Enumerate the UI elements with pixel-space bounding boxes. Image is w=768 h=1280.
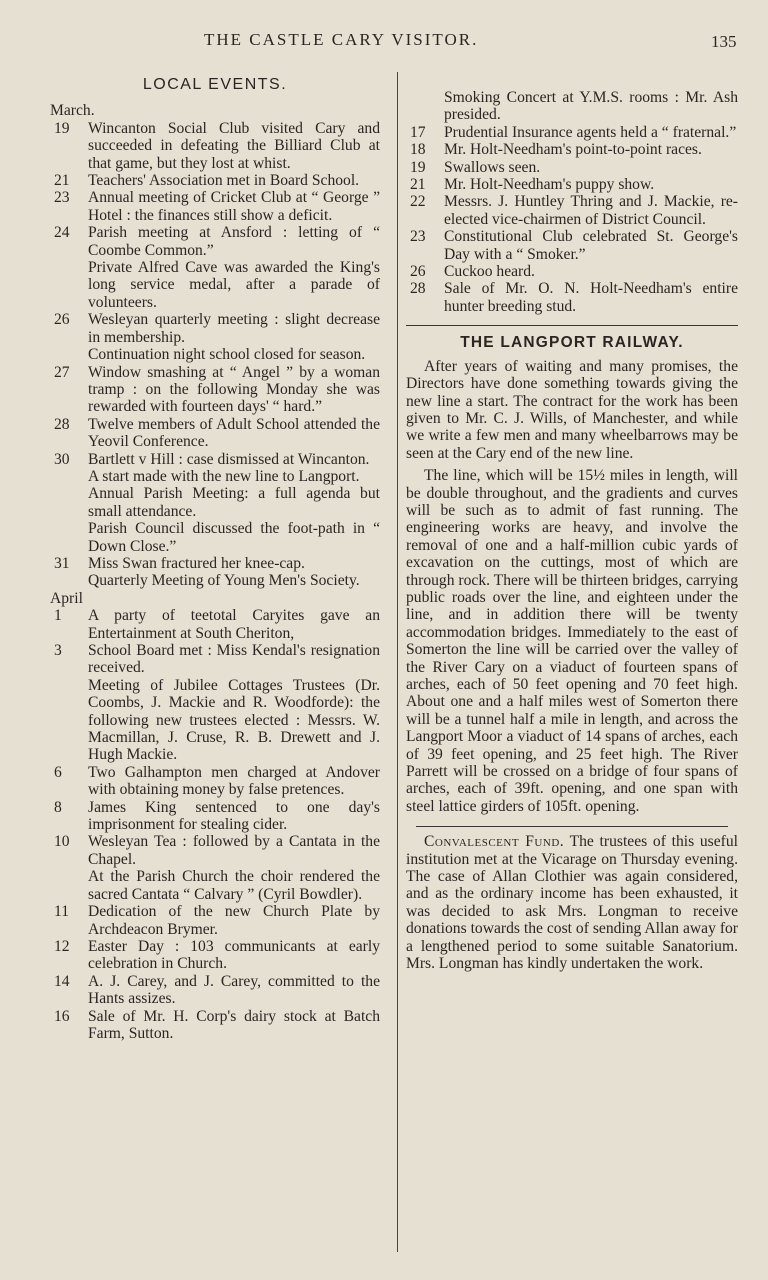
event-line: Teachers' Association met in Board School. [88, 172, 360, 190]
event-line: Miss Swan fractured her knee-cap. [88, 554, 305, 572]
event-text [88, 120, 380, 172]
event-text [88, 973, 380, 1008]
event-day: 28 [54, 415, 70, 433]
event-line: Mr. Holt-Needham's point-to-point races. [444, 141, 702, 159]
month-march: March. [50, 102, 95, 120]
event-entry [50, 607, 380, 642]
event-line: Quarterly Meeting of Young Men's Society. [88, 572, 360, 590]
publication-title: THE CASTLE CARY VISITOR. [204, 30, 479, 49]
event-day: 31 [54, 554, 70, 572]
event-entry [50, 416, 380, 451]
event-entry [406, 263, 738, 280]
event-entry [50, 1008, 380, 1043]
event-line: A start made with the new line to Langport. [88, 467, 360, 485]
event-entry [406, 141, 738, 158]
event-line: Sale of Mr. H. Corp's dairy stock at Batch Farm, Sutton. [88, 1007, 380, 1042]
event-line: Wesleyan quarterly meeting : slight decrease in membership. [88, 311, 380, 346]
event-entry [406, 228, 738, 263]
event-text [444, 89, 738, 124]
event-line: Sale of Mr. O. N. Holt-Needham's entire hunter breeding stud. [444, 280, 738, 315]
event-day: 26 [410, 263, 426, 281]
event-day: 26 [54, 311, 70, 329]
event-day: 24 [54, 224, 70, 242]
left-column [50, 76, 380, 1042]
event-text [88, 938, 380, 973]
event-line: Messrs. J. Huntley Thring and J. Mackie, re-elected vice-chairmen of District Council. [444, 193, 738, 228]
event-day: 30 [54, 450, 70, 468]
event-day: 8 [54, 798, 62, 816]
page-number: 135 [711, 32, 737, 51]
event-line: Constitutional Club celebrated St. George's Day with a “ Smoker.” [444, 228, 738, 263]
event-entry [50, 642, 380, 764]
local-events-title: LOCAL EVENTS. [142, 76, 288, 93]
event-entry [50, 764, 380, 799]
event-entry [50, 224, 380, 311]
event-entry [50, 364, 380, 416]
event-line: Private Alfred Cave was awarded the King's long service medal, after a parade of volunteers. [88, 259, 380, 311]
event-entry [50, 903, 380, 938]
event-text [444, 228, 738, 263]
event-line: Meeting of Jubilee Cottages Trustees (Dr. Coombs, J. Mackie and R. Woodforde): the following new trustees elected : Messrs. W. Macmillan, J. Cruse, R. B. Drewett and J. Hugh Mackie. [88, 676, 380, 764]
event-day: 12 [54, 937, 70, 955]
event-day: 14 [54, 972, 70, 990]
event-day: 22 [410, 193, 426, 211]
event-entry [50, 451, 380, 555]
event-text [88, 416, 380, 451]
event-line: A. J. Carey, and J. Carey, committed to the Hants assizes. [88, 972, 380, 1008]
event-text [88, 311, 380, 363]
event-text [88, 189, 380, 224]
convalescent-fund-heading: Convalescent Fund. [424, 833, 565, 851]
event-day: 3 [54, 642, 62, 659]
event-entry [406, 159, 738, 176]
april-events-continued [406, 89, 738, 315]
event-day: 16 [54, 1007, 70, 1025]
event-text [88, 364, 380, 416]
event-line: Prudential Insurance agents held a “ fraternal.” [444, 123, 737, 141]
event-line: Continuation night school closed for season. [88, 346, 366, 364]
event-entry [50, 799, 380, 834]
event-text [88, 555, 380, 590]
event-text [444, 176, 738, 193]
event-day: 23 [54, 189, 70, 207]
event-entry [50, 833, 380, 903]
event-entry [50, 120, 380, 172]
event-text [88, 172, 380, 189]
event-entry [406, 176, 738, 193]
event-day: 28 [410, 280, 426, 298]
event-line: Bartlett v Hill : case dismissed at Wincanton. [88, 450, 370, 468]
section-rule [416, 826, 728, 827]
event-day: 19 [54, 119, 70, 137]
event-line: Twelve members of Adult School attended the Yeovil Conference. [88, 415, 380, 451]
section-rule [406, 325, 738, 326]
event-entry [50, 172, 380, 189]
langport-railway-title: THE LANGPORT RAILWAY. [460, 334, 684, 352]
event-line: Wesleyan Tea : followed by a Cantata in the Chapel. [88, 833, 380, 868]
event-line: Annual Parish Meeting: a full agenda but small attendance. [88, 485, 380, 520]
event-line: At the Parish Church the choir rendered the sacred Cantata “ Calvary ” (Cyril Bowdler). [88, 868, 380, 903]
event-text [88, 642, 380, 764]
right-column [406, 89, 738, 973]
langport-paragraph-2: The line, which will be 15½ miles in length, will be double throughout, and the gradients and curves will be such as to admit of fast running. The engineering works are heavy, and involve the removal of one and a half-million cubic yards of excavation on the cuttings, most of which are through rock. There will be thirteen bridges, carrying public roads over the line, and eighteen under the line, and in addition there will be twenty accommodation bridges. Immediately to the east of Somerton the line will be carried over the valley of the River Cary on a viaduct of fourteen spans of arches, each of 50 feet opening and 70 feet high. About one and a half miles west of Somerton there will be a tunnel half a mile in length, and across the Langport Moor a viaduct of 14 spans of arches, each of 39 feet opening, and 25 feet high. The River Parrett will be crossed on a bridge of four spans of arches, each of 39ft. opening, and one span with steel lattice girders of 105ft. opening. [406, 467, 738, 815]
event-line: Parish Council discussed the foot-path in “ Down Close.” [88, 520, 380, 555]
event-text [444, 280, 738, 315]
event-entry [406, 124, 738, 141]
event-day [406, 89, 444, 124]
event-line: Cuckoo heard. [444, 263, 535, 281]
event-line: James King sentenced to one day's imprisonment for stealing cider. [88, 798, 380, 834]
event-line: Smoking Concert at Y.M.S. rooms : Mr. Ash presided. [444, 89, 738, 124]
event-entry [406, 89, 738, 124]
event-day: 21 [54, 172, 70, 190]
event-text [88, 799, 380, 834]
convalescent-fund-article [406, 833, 738, 972]
event-line: Window smashing at “ Angel ” by a woman tramp : on the following Monday she was rewarded with fourteen days' “ hard.” [88, 363, 380, 416]
event-line: Swallows seen. [444, 158, 541, 176]
event-text [88, 224, 380, 311]
event-day: 27 [54, 363, 70, 381]
event-line: Two Galhampton men charged at Andover with obtaining money by false pretences. [88, 763, 380, 799]
event-day: 17 [410, 123, 426, 141]
event-text [88, 451, 380, 555]
event-line: A party of teetotal Caryites gave an Entertainment at South Cheriton, [88, 607, 380, 642]
event-entry [406, 280, 738, 315]
event-line: Annual meeting of Cricket Club at “ George ” Hotel : the finances still show a deficit. [88, 189, 380, 224]
event-text [88, 607, 380, 642]
month-april: April [50, 589, 83, 607]
event-line: Dedication of the new Church Plate by Archdeacon Brymer. [88, 903, 380, 938]
event-text [444, 263, 738, 280]
event-entry [50, 973, 380, 1008]
event-day: 19 [410, 158, 426, 176]
event-day: 11 [54, 903, 70, 921]
event-text [444, 159, 738, 176]
event-day: 1 [54, 607, 62, 625]
event-day: 6 [54, 763, 62, 781]
event-text [88, 764, 380, 799]
event-line: Wincanton Social Club visited Cary and succeeded in defeating the Billiard Club at that game, but they lost at whist. [88, 119, 380, 172]
april-events [50, 607, 380, 1042]
event-entry [50, 189, 380, 224]
event-text [88, 833, 380, 903]
event-line: School Board met : Miss Kendal's resignation received. [88, 642, 380, 677]
event-text [88, 1008, 380, 1043]
event-text [88, 903, 380, 938]
event-line: Mr. Holt-Needham's puppy show. [444, 176, 655, 194]
column-divider [397, 72, 398, 1252]
event-day: 10 [54, 833, 70, 851]
event-text [444, 124, 738, 141]
march-events [50, 120, 380, 590]
langport-paragraph-1: After years of waiting and many promises, the Directors have done something towards giving the new line a start. The contract for the work has been given to Mr. C. J. Wills, of Manchester, and while we write a few men and many wheelbarrows may be seen at the Cary end of the new line. [406, 357, 738, 462]
event-entry [50, 555, 380, 590]
event-day: 23 [410, 228, 426, 246]
event-line: Easter Day : 103 communicants at early celebration in Church. [88, 937, 380, 973]
event-day: 21 [410, 176, 426, 194]
event-day: 18 [410, 141, 426, 159]
event-entry [406, 193, 738, 228]
convalescent-fund-text: The trustees of this useful institution met at the Vicarage on Thursday evening. The case of Allan Clothier was again considered, and as the ordinary income has been exhausted, it was decided to ask Mrs. Longman to receive donations towards the cost of sending Allan away for a lengthened period to some suitable Sanatorium. Mrs. Longman has kindly undertaken the work. [406, 833, 738, 973]
event-line: Parish meeting at Ansford : letting of “ Coombe Common.” [88, 224, 380, 259]
running-header [0, 30, 768, 58]
event-text [444, 141, 738, 158]
event-entry [50, 938, 380, 973]
event-text [444, 193, 738, 228]
event-entry [50, 311, 380, 363]
